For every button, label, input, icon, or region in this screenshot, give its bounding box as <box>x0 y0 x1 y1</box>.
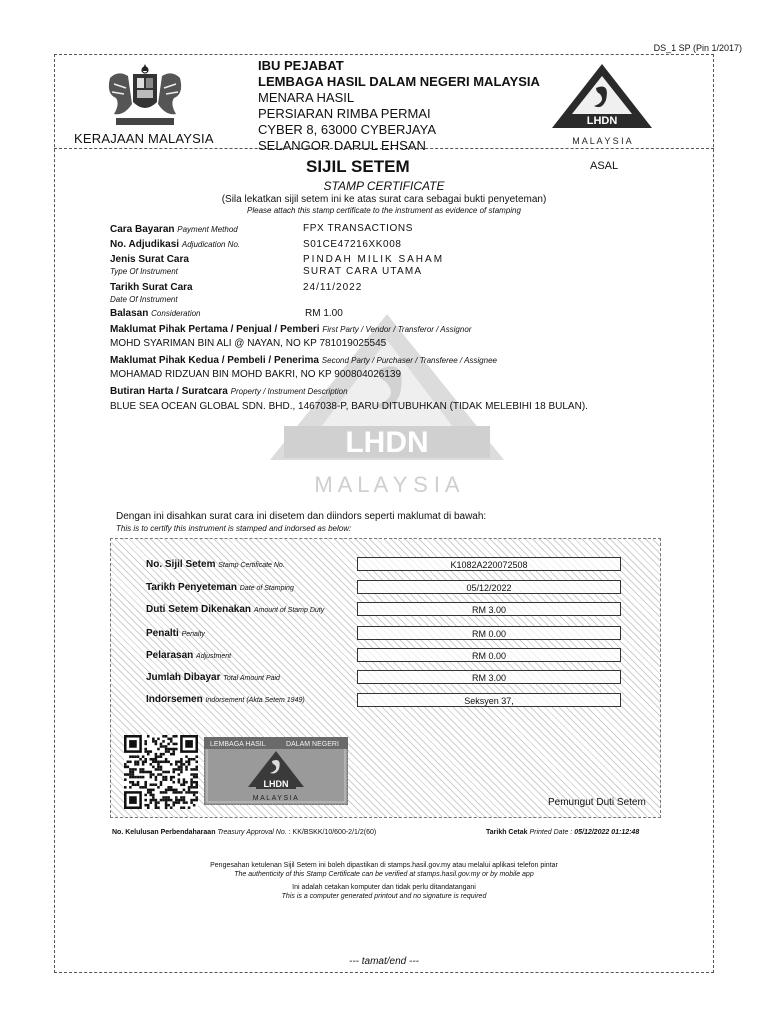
footer-verify-english: The authenticity of this Stamp Certificate can be verified at stamps.hasil.gov.my or by mobile app <box>234 871 534 878</box>
penalty-value: RM 0.00 <box>357 626 621 640</box>
watermark-sub: M A L A Y S I A <box>314 472 460 497</box>
stamp-cert-no-value: K1082A220072508 <box>357 557 621 571</box>
stamp-cert-no-label: No. Sijil Setem Stamp Certificate No. <box>146 559 285 570</box>
address-line: LEMBAGA HASIL DALAM NEGERI MALAYSIA <box>258 74 540 89</box>
footer-verify-malay: Pengesahan ketulenan Sijil Setem ini boleh dipastikan di stamps.hasil.gov.my atau melalui aplikasi telefon pintar <box>210 862 558 869</box>
payment-method-label: Cara Bayaran Payment Method <box>110 224 238 235</box>
address-line: MENARA HASIL <box>258 90 355 105</box>
adjustment-label: Pelarasan Adjustment <box>146 650 232 661</box>
adjudication-label: No. Adjudikasi Adjudication No. <box>110 239 241 250</box>
page-subtitle: STAMP CERTIFICATE <box>323 179 445 193</box>
watermark-text: LHDN <box>345 426 429 459</box>
address-line: SELANGOR DARUL EHSAN <box>258 138 426 153</box>
stamp-duty-value: RM 3.00 <box>357 602 621 616</box>
instrument-type-value-2: SURAT CARA UTAMA <box>303 266 423 277</box>
stamp-top-left: LEMBAGA HASIL <box>210 741 266 748</box>
address-line: PERSIARAN RIMBA PERMAI <box>258 106 431 121</box>
adjustment-value: RM 0.00 <box>357 648 621 662</box>
lhdn-logo-text: LHDN <box>586 115 618 127</box>
treasury-approval: No. Kelulusan Perbendaharaan Treasury Approval No. : KK/BSKK/10/600-2/1/2(60) <box>112 829 377 836</box>
stamp-top-right: DALAM NEGERI <box>286 741 339 748</box>
instrument-date-value: 24/11/2022 <box>303 282 363 293</box>
consideration-label: Balasan Consideration <box>110 308 201 319</box>
kerajaan-label: KERAJAAN MALAYSIA <box>74 131 214 146</box>
instrument-date-label-en: Date Of Instrument <box>110 295 178 304</box>
first-party-label: Maklumat Pihak Pertama / Penjual / Pemberi First Party / Vendor / Transferor / Assignor <box>110 324 472 335</box>
footer-computer-english: This is a computer generated printout and no signature is required <box>281 893 487 900</box>
consideration-value: RM 1.00 <box>305 308 343 319</box>
stamping-date-label: Tarikh Penyeteman Date of Stamping <box>146 582 294 593</box>
instrument-type-label-en: Type Of Instrument <box>110 267 178 276</box>
property-value: BLUE SEA OCEAN GLOBAL SDN. BHD., 1467038-P, BARU DITUBUHKAN (TIDAK MELEBIHI 18 BULAN). <box>110 401 588 412</box>
address-line: CYBER 8, 63000 CYBERJAYA <box>258 122 436 137</box>
indorsement-label: Indorsemen Indorsement (Akta Setem 1949) <box>146 694 305 705</box>
second-party-value: MOHAMAD RIDZUAN BIN MOHD BAKRI, NO KP 900804026139 <box>110 369 402 380</box>
property-label: Butiran Harta / Suratcara Property / Instrument Description <box>110 386 348 397</box>
total-paid-value: RM 3.00 <box>357 670 621 684</box>
total-paid-label: Jumlah Dibayar Total Amount Paid <box>146 672 280 683</box>
end-marker: --- tamat/end --- <box>348 956 419 967</box>
stamp-bottom-text: MALAYSIA <box>252 795 300 802</box>
lhdn-logo-sub: M A L A Y S I A <box>572 136 632 146</box>
attach-note-english: Please attach this stamp certificate to the instrument as evidence of stamping <box>247 206 521 215</box>
payment-method-value: FPX TRANSACTIONS <box>303 223 413 234</box>
copy-type: ASAL <box>590 160 619 172</box>
printed-date: Tarikh Cetak Printed Date : 05/12/2022 01:12:48 <box>486 829 640 836</box>
instrument-date-label: Tarikh Surat Cara <box>110 282 193 293</box>
coat-of-arms-icon <box>100 64 190 130</box>
indorsement-value: Seksyen 37, <box>357 693 621 707</box>
certify-malay: Dengan ini disahkan surat cara ini disetem dan diindors seperti maklumat di bawah: <box>116 511 487 522</box>
instrument-type-value: PINDAH MILIK SAHAM <box>303 254 445 265</box>
form-code: DS_1 SP (Pin 1/2017) <box>653 43 742 53</box>
first-party-value: MOHD SYARIMAN BIN ALI @ NAYAN, NO KP 781019025545 <box>110 338 387 349</box>
stamp-logo-text: LHDN <box>263 779 289 789</box>
instrument-type-label: Jenis Surat Cara <box>110 254 189 265</box>
lhdn-stamp-icon <box>204 737 348 805</box>
second-party-label: Maklumat Pihak Kedua / Pembeli / Penerima Second Party / Purchaser / Transferee / Assignee <box>110 355 497 366</box>
qr-code-icon <box>124 735 198 809</box>
certify-english: This is to certify this instrument is stamped and indorsed as below: <box>116 524 352 533</box>
footer-computer-malay: Ini adalah cetakan komputer dan tidak perlu ditandatangani <box>292 884 476 891</box>
adjudication-value: S01CE47216XK008 <box>303 239 402 250</box>
office-address <box>258 58 540 154</box>
stamp-duty-label: Duti Setem Dikenakan Amount of Stamp Duty <box>146 604 325 615</box>
page-title: SIJIL SETEM <box>306 157 410 176</box>
address-line: IBU PEJABAT <box>258 58 344 73</box>
penalty-label: Penalti Penalty <box>146 628 205 639</box>
collector-signature-label: Pemungut Duti Setem <box>548 797 646 808</box>
stamping-date-value: 05/12/2022 <box>357 580 621 594</box>
attach-note-malay: (Sila lekatkan sijil setem ini ke atas surat cara sebagai bukti penyeteman) <box>221 194 547 205</box>
lhdn-logo-icon <box>546 62 658 148</box>
